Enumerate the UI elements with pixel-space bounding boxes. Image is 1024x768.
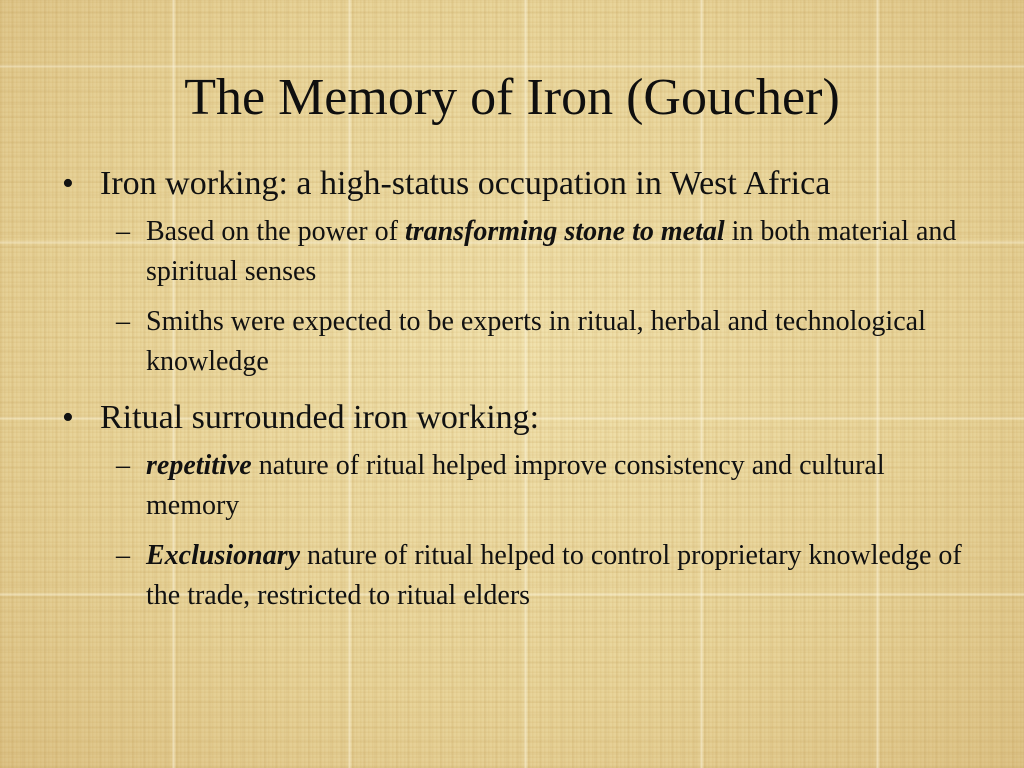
bullet-iron-working bbox=[62, 164, 982, 204]
sub-text-emphasis: repetitive bbox=[146, 450, 252, 481]
sub-marker: – bbox=[116, 450, 130, 481]
sub-text-before: Smiths were expected to be experts in ritual, herbal and technological knowledge bbox=[146, 306, 926, 377]
sub-text-after: nature of ritual helped improve consistency and cultural memory bbox=[146, 450, 885, 521]
sub-text-emphasis: Exclusionary bbox=[146, 540, 301, 571]
sub-text-after: in both material and spiritual senses bbox=[146, 216, 957, 287]
sub-marker: – bbox=[116, 216, 130, 247]
sub-marker: – bbox=[116, 540, 130, 571]
bullet-text: Iron working: a high-status occupation in West Africa bbox=[100, 165, 831, 202]
sub-text-after: nature of ritual helped to control proprietary knowledge of the trade, restricted to ritual elders bbox=[146, 540, 962, 611]
sub-text-before: Based on the power of bbox=[146, 216, 405, 247]
sub-item-transforming bbox=[62, 212, 982, 292]
bullet-ritual bbox=[62, 398, 982, 438]
sub-item-repetitive bbox=[62, 446, 982, 526]
sub-item-exclusionary bbox=[62, 536, 982, 616]
bullet-text: Ritual surrounded iron working: bbox=[100, 399, 540, 436]
sub-list-iron-working bbox=[62, 212, 982, 382]
bullet-marker: • bbox=[62, 165, 74, 202]
slide-title: The Memory of Iron (Goucher) bbox=[184, 69, 840, 126]
sub-list-ritual bbox=[62, 446, 982, 616]
slide-content bbox=[62, 164, 982, 632]
sub-marker: – bbox=[116, 306, 130, 337]
bullet-marker: • bbox=[62, 399, 74, 436]
sub-item-smiths bbox=[62, 302, 982, 382]
sub-text-emphasis: transforming stone to metal bbox=[404, 216, 725, 247]
